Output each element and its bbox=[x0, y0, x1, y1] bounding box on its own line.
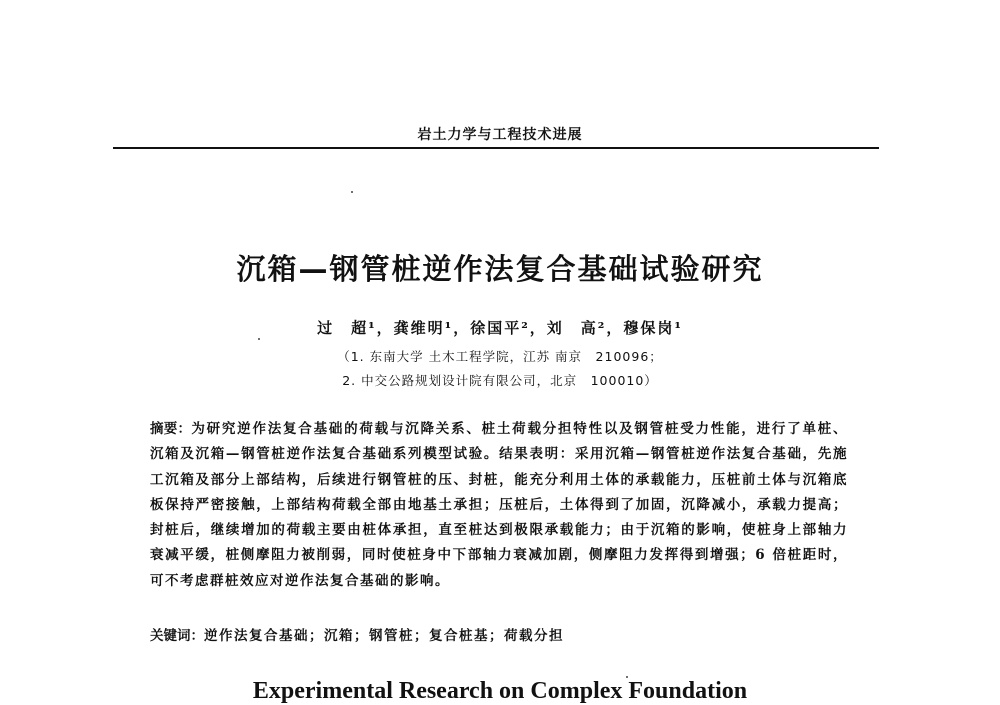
header-rule bbox=[113, 147, 879, 149]
keywords bbox=[150, 624, 848, 644]
scan-speck bbox=[351, 191, 353, 193]
abstract bbox=[150, 417, 848, 594]
keywords-text: 逆作法复合基础；沉箱；钢管桩；复合桩基；荷载分担 bbox=[204, 628, 564, 644]
abstract-label: 摘要： bbox=[150, 421, 192, 437]
affiliation-2: 2. 中交公路规划设计院有限公司，北京 100010） bbox=[342, 373, 658, 388]
affiliation-1: （1. 东南大学 土木工程学院，江苏 南京 210096； bbox=[337, 349, 663, 364]
scan-speck bbox=[258, 338, 260, 340]
english-title: Experimental Research on Complex Foundation bbox=[252, 678, 748, 704]
journal-header: 岩土力学与工程技术进展 bbox=[417, 127, 583, 143]
paper-authors: 过 超¹，龚维明¹，徐国平²，刘 高²，穆保岗¹ bbox=[317, 319, 683, 337]
paper-title: 沉箱—钢管桩逆作法复合基础试验研究 bbox=[236, 252, 764, 286]
keywords-label: 关键词： bbox=[150, 628, 204, 644]
abstract-text: 为研究逆作法复合基础的荷载与沉降关系、桩土荷载分担特性以及钢管桩受力性能，进行了单桩、沉箱及沉箱—钢管桩逆作法复合基础系列模型试验。结果表明：采用沉箱—钢管桩逆作法复合基础，先施工沉箱及部分上部结构，后续进行钢管桩的压、封桩，能充分利用土体的承载能力，压桩前土体与沉箱底板保持严密接触，上部结构荷载全部由地基土承担；压桩后，土体得到了加固，沉降减小，承载力提高；封桩后，继续增加的荷载主要由桩体承担，直至桩达到极限承载能力；由于沉箱的影响，使桩身上部轴力衰减平缓，桩侧摩阻力被削弱，同时使桩身中下部轴力衰减加剧，侧摩阻力发挥得到增强；6 倍桩距时，可不考虑群桩效应对逆作法复合基础的影响。 bbox=[150, 421, 849, 589]
